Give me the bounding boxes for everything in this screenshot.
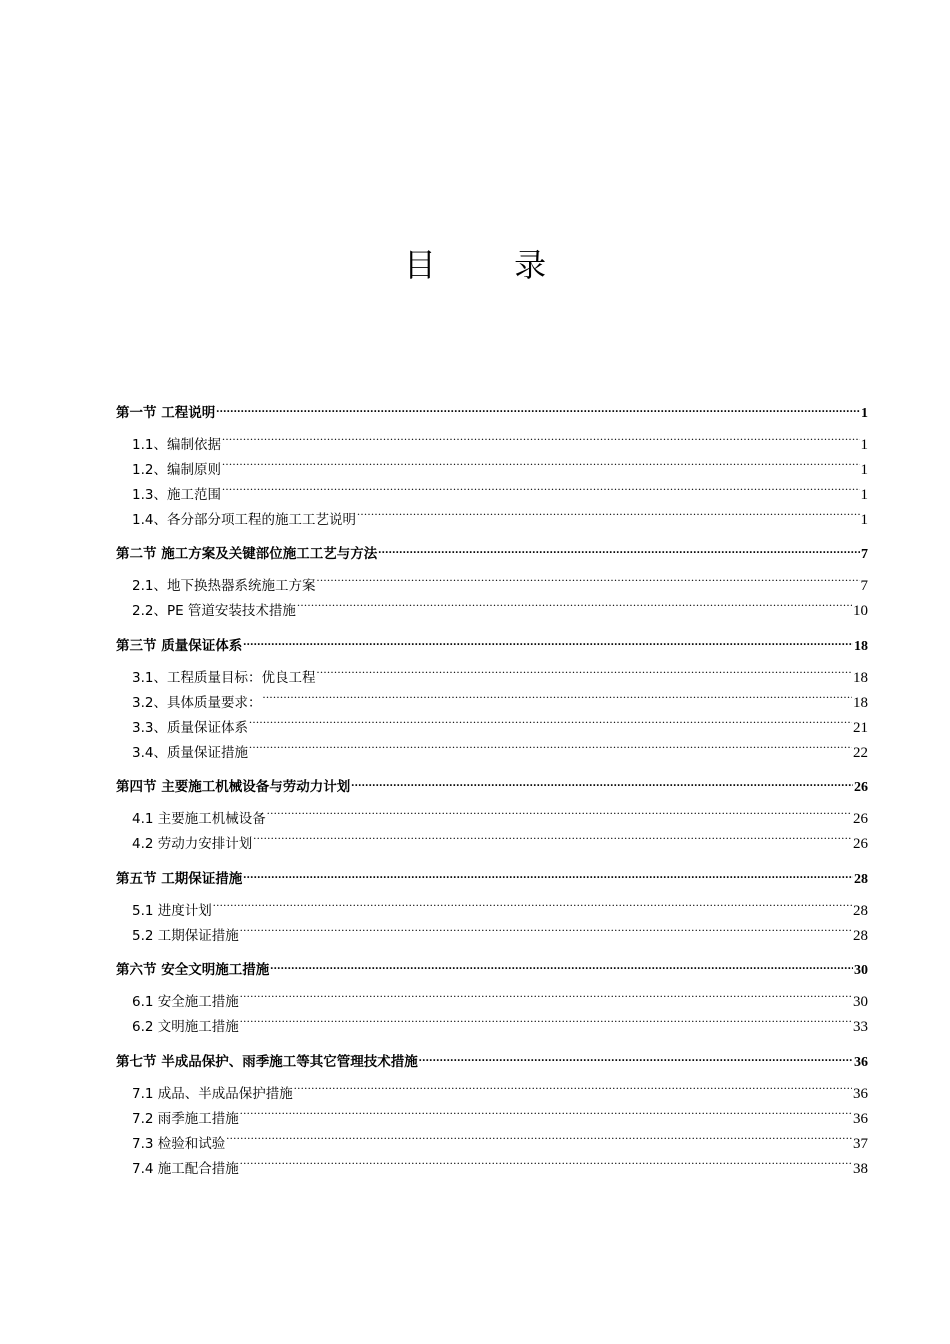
dot-leader bbox=[240, 925, 852, 940]
dot-leader bbox=[267, 808, 852, 823]
toc-page-number: 28 bbox=[854, 871, 868, 887]
toc-section[interactable] bbox=[116, 636, 868, 656]
dot-leader bbox=[222, 459, 860, 474]
toc-section[interactable] bbox=[116, 1052, 868, 1072]
toc-page-number: 37 bbox=[853, 1135, 868, 1152]
toc-item-label: 3.2、具体质量要求： bbox=[132, 694, 262, 711]
toc-item[interactable] bbox=[116, 741, 868, 766]
toc-section-label: 第三节 质量保证体系 bbox=[116, 637, 243, 654]
toc-item-label: 2.1、地下换热器系统施工方案 bbox=[132, 578, 316, 594]
page-title: 目 录 bbox=[403, 246, 581, 284]
toc-item-label: 1.1、编制依据 bbox=[132, 436, 221, 453]
toc-page-number: 18 bbox=[854, 638, 868, 654]
toc-item-label: 3.1、工程质量目标：优良工程 bbox=[132, 669, 316, 686]
toc-page-number: 28 bbox=[853, 927, 868, 944]
toc-item[interactable] bbox=[116, 1082, 868, 1107]
toc-page-number: 1 bbox=[860, 511, 868, 528]
toc-section[interactable] bbox=[116, 869, 868, 889]
toc-item-label: 7.4 施工配合措施 bbox=[132, 1160, 239, 1177]
toc-item[interactable] bbox=[116, 990, 868, 1015]
toc-section[interactable] bbox=[116, 545, 868, 565]
dot-leader bbox=[249, 717, 852, 732]
toc-page-number: 26 bbox=[853, 836, 868, 852]
toc-page-number: 1 bbox=[860, 461, 868, 478]
toc-item[interactable] bbox=[116, 1015, 868, 1040]
dot-leader bbox=[243, 636, 853, 650]
dot-leader bbox=[240, 1158, 852, 1173]
dot-leader bbox=[297, 600, 852, 615]
toc-page-number: 36 bbox=[854, 1054, 868, 1070]
toc-item[interactable] bbox=[116, 807, 868, 832]
toc-page-number: 28 bbox=[853, 902, 868, 919]
toc-section-label: 第五节 工期保证措施 bbox=[116, 870, 243, 887]
toc-page-number: 7 bbox=[861, 547, 868, 562]
toc-page-number: 1 bbox=[860, 436, 868, 453]
toc-item-label: 2.2、PE 管道安装技术措施 bbox=[132, 603, 296, 619]
toc-section-label: 第六节 安全文明施工措施 bbox=[116, 962, 270, 978]
toc-page-number: 36 bbox=[853, 1110, 868, 1127]
dot-leader bbox=[226, 1133, 852, 1148]
dot-leader bbox=[240, 1108, 852, 1123]
toc-item[interactable] bbox=[116, 924, 868, 949]
toc-page-number: 21 bbox=[853, 719, 868, 736]
toc-page-number: 33 bbox=[853, 1019, 868, 1035]
toc-item-label: 1.4、各分部分项工程的施工工艺说明 bbox=[132, 511, 356, 528]
dot-leader bbox=[249, 742, 852, 757]
dot-leader bbox=[351, 778, 853, 792]
dot-leader bbox=[270, 961, 853, 975]
toc-item[interactable] bbox=[116, 899, 868, 924]
toc-item[interactable] bbox=[116, 1107, 868, 1132]
dot-leader bbox=[316, 575, 859, 590]
toc-item[interactable] bbox=[116, 508, 868, 533]
toc-item[interactable] bbox=[116, 458, 868, 483]
table-of-contents bbox=[116, 400, 868, 1182]
toc-page-number: 7 bbox=[860, 578, 868, 594]
toc-item[interactable] bbox=[116, 691, 868, 716]
toc-item[interactable] bbox=[116, 599, 868, 624]
toc-item[interactable] bbox=[116, 574, 868, 599]
dot-leader bbox=[240, 1016, 852, 1031]
toc-section[interactable] bbox=[116, 961, 868, 981]
toc-section[interactable] bbox=[116, 403, 868, 423]
dot-leader bbox=[243, 869, 853, 883]
dot-leader bbox=[316, 667, 852, 682]
toc-item[interactable] bbox=[116, 716, 868, 741]
toc-page-number: 18 bbox=[853, 669, 868, 686]
toc-item[interactable] bbox=[116, 1157, 868, 1182]
toc-section[interactable] bbox=[116, 778, 868, 798]
toc-item-label: 5.1 进度计划 bbox=[132, 902, 212, 919]
toc-page-number: 26 bbox=[854, 780, 868, 795]
toc-section-label: 第四节 主要施工机械设备与劳动力计划 bbox=[116, 779, 351, 795]
toc-page-number: 10 bbox=[853, 603, 868, 619]
toc-item[interactable] bbox=[116, 832, 868, 857]
toc-page-number: 38 bbox=[853, 1160, 868, 1177]
toc-item[interactable] bbox=[116, 1132, 868, 1157]
toc-section-label: 第七节 半成品保护、雨季施工等其它管理技术措施 bbox=[116, 1053, 418, 1070]
toc-item-label: 1.3、施工范围 bbox=[132, 486, 221, 503]
toc-item-label: 5.2 工期保证措施 bbox=[132, 927, 239, 944]
toc-page-number: 1 bbox=[861, 405, 868, 421]
toc-item-label: 7.2 雨季施工措施 bbox=[132, 1110, 239, 1127]
dot-leader bbox=[378, 545, 860, 559]
dot-leader bbox=[294, 1083, 852, 1098]
toc-page-number: 36 bbox=[853, 1085, 868, 1102]
toc-item-label: 3.4、质量保证措施 bbox=[132, 744, 248, 761]
dot-leader bbox=[262, 692, 852, 707]
toc-item-label: 6.1 安全施工措施 bbox=[132, 994, 239, 1010]
toc-item-label: 6.2 文明施工措施 bbox=[132, 1019, 239, 1035]
toc-page-number: 30 bbox=[854, 963, 868, 978]
toc-page-number: 18 bbox=[853, 694, 868, 711]
dot-leader bbox=[357, 509, 860, 524]
dot-leader bbox=[222, 484, 860, 499]
dot-leader bbox=[216, 403, 860, 417]
toc-item-label: 4.2 劳动力安排计划 bbox=[132, 836, 253, 852]
toc-page-number: 26 bbox=[853, 811, 868, 827]
dot-leader bbox=[253, 833, 852, 848]
dot-leader bbox=[213, 900, 852, 915]
toc-section-label: 第一节 工程说明 bbox=[116, 404, 216, 421]
toc-page-number: 1 bbox=[860, 486, 868, 503]
dot-leader bbox=[240, 991, 852, 1006]
toc-section-label: 第二节 施工方案及关键部位施工工艺与方法 bbox=[116, 546, 378, 562]
toc-page-number: 22 bbox=[853, 744, 868, 761]
toc-item[interactable] bbox=[116, 483, 868, 508]
dot-leader bbox=[222, 434, 860, 449]
toc-item-label: 3.3、质量保证体系 bbox=[132, 719, 248, 736]
toc-item[interactable] bbox=[116, 433, 868, 458]
toc-item-label: 7.1 成品、半成品保护措施 bbox=[132, 1085, 293, 1102]
dot-leader bbox=[419, 1052, 853, 1066]
toc-page-number: 30 bbox=[853, 994, 868, 1010]
toc-item[interactable] bbox=[116, 666, 868, 691]
toc-item-label: 1.2、编制原则 bbox=[132, 461, 221, 478]
toc-item-label: 4.1 主要施工机械设备 bbox=[132, 811, 266, 827]
toc-item-label: 7.3 检验和试验 bbox=[132, 1135, 226, 1152]
